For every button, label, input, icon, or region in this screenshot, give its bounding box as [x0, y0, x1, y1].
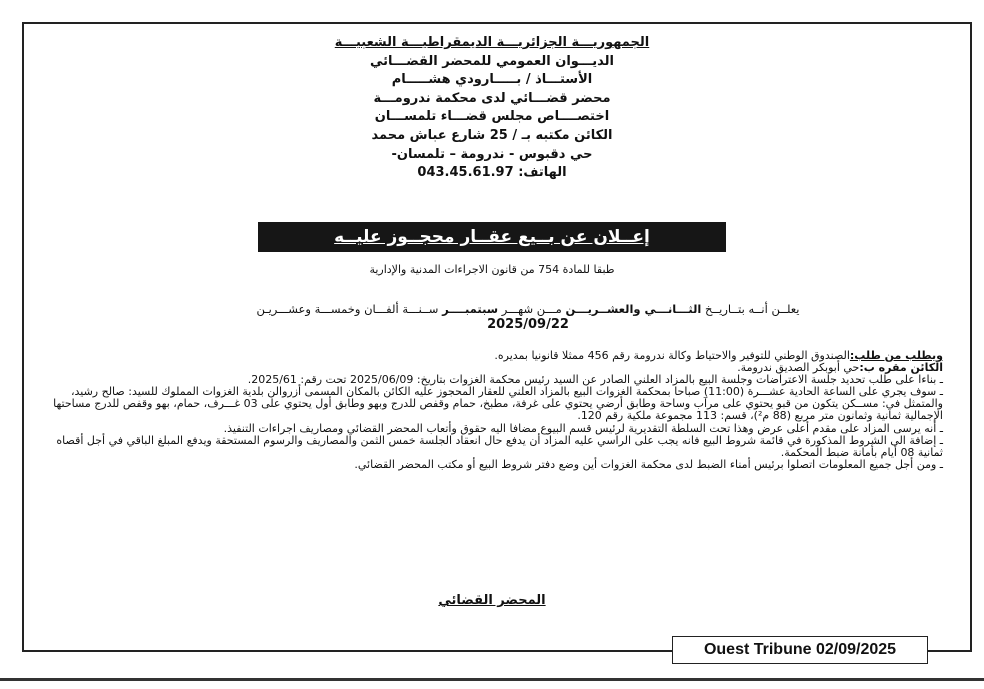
sale-date: 2025/09/22 [487, 317, 569, 332]
bailiff-name: الأستـــاذ / بـــــارودي هشـــــام [391, 72, 593, 88]
announce-day: الثـــانـــي والعشــريـــن [565, 302, 702, 316]
page-divider [0, 678, 984, 681]
paragraph-property: ـ سوف يجري على الساعة الحادية عشـــرة (11:00) صباحا بمحكمة الغزوات البيع بالمزاد العلني للعقار المحجوز عليه الكائن بالمكان المسمى أزروالن بلدية الغزوات المملوك للسيد: صالح رشيد، والمتمثل في: مســكن يتكون من قبو يحتوي على مرآب وساحة وطابق أرضي يحتوي على غرفة، مطبخ، حمام وقفص للدرج وبهو وطابق أول يحتوي على 03 غـــرف، حمام، بهو وقفص للدرج مساحتها الإجمالية ثمانية وثمانون متر مربع (88 م²)، قسم: 113 مجموعة ملكية رقم 120. [53, 385, 943, 423]
paragraph-contact: ـ ومن أجل جميع المعلومات اتصلوا برئيس أمناء الضبط لدى محكمة الغزوات أين وضع دفتر شروط البيع أو مكتب المحضر القضائي. [354, 457, 943, 471]
announce-month: سبتمبــــر [442, 302, 499, 316]
phone-line [0, 164, 984, 183]
requester-label: ويطلب من طلب: [849, 349, 943, 362]
newspaper-source: Ouest Tribune 02/09/2025 [672, 636, 928, 664]
announcement-line [110, 301, 946, 333]
legal-basis: طبقا للمادة 754 من قانون الاجراءات المدنية والإدارية [369, 263, 615, 276]
office-address: الكائن مكتبه بـ / 25 شارع عباش محمد [371, 127, 613, 143]
office-name: الديـــوان العمومي للمحضر القضـــائي [370, 53, 614, 69]
court-line: محضر قضـــائي لدى محكمة ندرومـــة [373, 90, 611, 106]
seat-address: حي أبوبكر الصديق ندرومة. [737, 361, 860, 375]
announce-year: ســنـــة ألفـــان وخمســـة وعشـــريـن [256, 302, 439, 316]
paragraph-request: ـ بناءا على طلب تحديد جلسة الاعتراضات وجلسة البيع بالمزاد العلني الصادر عن السيد رئيس محكمة الغزوات بتاريخ: 2025/06/09 تحت رقم: 2025/61. [247, 373, 943, 387]
notice-title-text: إعــلان عن بــيع عقــار محجــوز عليــه [334, 227, 650, 247]
republic-name: الجمهوريـــة الجزائريـــة الديمقراطيـــة الشعبيـــة [334, 35, 650, 50]
phone-label: الهاتف: [518, 165, 567, 181]
seat-label: الكائن مقره ب: [859, 361, 943, 375]
notice-title [258, 222, 726, 252]
announce-mid: مـــن شهـــر [501, 302, 562, 316]
paragraph-payment: ـ إضافة الى الشروط المذكورة في قائمة شروط البيع فانه يجب على الراسي عليه المزاد أن يدفع حال انعقاد الجلسة خمس الثمن والمصاريف والرسوم المستحقة ويدفع المبلغ الباقي في أجل أقصاه ثمانية 08 أيام بأمانة ضبط المحكمة. [56, 433, 943, 459]
requester-name: الصندوق الوطني للتوفير والاحتياط وكالة ندرومة رقم 456 ممثلا قانونيا بمديره. [494, 349, 850, 362]
phone-number: 043.45.61.97 [417, 165, 514, 181]
bailiff-letterhead [0, 34, 984, 183]
jurisdiction-line: اختصــــاص مجلس قضـــاء تلمســـان [374, 109, 610, 125]
office-district: حي دقبوس - ندرومة – تلمسان- [391, 146, 593, 162]
notice-body [40, 350, 943, 471]
paragraph-award: ـ أنه يرسى المزاد على مقدم أعلى عرض وهذا تحت السلطة التقديرية لرئيس قسم البيوع مضافا اليه حقوق وأتعاب المحضر القضائي ومصاريف اجراءات التنفيذ. [223, 421, 943, 435]
announce-prefix: يعلــن أنــه بتــاريــخ [705, 302, 800, 316]
signature: المحضر القضائي [438, 593, 546, 608]
